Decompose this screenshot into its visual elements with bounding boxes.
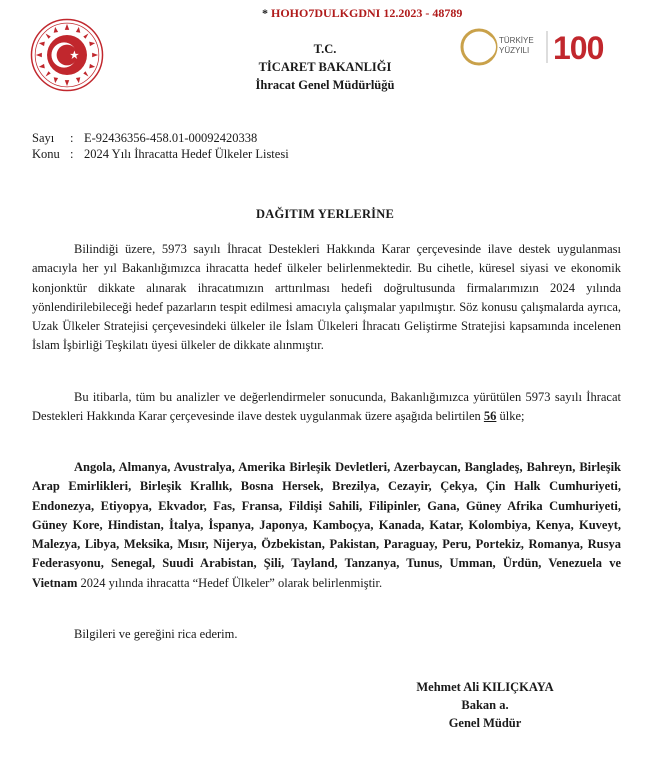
header-ministry: TİCARET BAKANLIĞI	[258, 60, 392, 74]
konu-separator: :	[70, 147, 74, 161]
paragraph-analysis-end: ülke;	[499, 409, 525, 424]
paragraph-analysis	[32, 388, 621, 427]
country-list-paragraph	[32, 458, 621, 593]
header-directorate: İhracat Genel Müdürlüğü	[255, 78, 395, 92]
document-stamp-bar	[262, 6, 462, 21]
logo-line2: YÜZYILI	[499, 46, 530, 55]
konu-row	[32, 146, 289, 162]
signatory-name: Mehmet Ali KILIÇKAYA	[416, 680, 554, 694]
closing-line: Bilgileri ve gereğini rica ederim.	[74, 627, 238, 641]
paragraph-analysis-text: Bu itibarla, tüm bu analizler ve değerlendirmeler sonucunda, Bakanlığımızca yürütülen 5973 sayılı İhracat Destekleri Hakkında Karar çerçevesinde ilave destek uygulanmak üzere aşağıda belirtilen	[32, 390, 621, 424]
sayi-label: Sayı	[32, 131, 55, 145]
signature-block	[395, 678, 575, 732]
header-line-tc: T.C.	[313, 42, 337, 56]
sayi-value: E-92436356-458.01-00092420338	[84, 131, 258, 145]
paragraph-intro: Bilindiği üzere, 5973 sayılı İhracat Destekleri Hakkında Karar çerçevesinde ilave destek uygulanması amacıyla her yıl Bakanlığımızca ihracatta hedef ülkeler belirlenmektedir. Bu cihetle, küresel siyasi ve ekonomik konjonktür dikkate alınarak ihracatımızın arttırılması hedefi doğrultusunda firmalarımızın 2024 yılında yönlendirilebileceği hedef pazarların tespit edilmesi amacıyla çalışmalar yapılmıştır. Söz konusu çalışmalarda ayrıca, Uzak Ülkeler Stratejisi çerçevesindeki ülkeler ile İslam Ülkeleri İhracatı Geliştirme Stratejisi kapsamında incelenen İslam İşbirliği Teşkilatı üyesi ülkeler de dikkate alınmıştır.	[32, 242, 621, 353]
stamp-text: HOHO7DULKGDNI	[271, 6, 381, 20]
signatory-role-2: Genel Müdür	[448, 716, 522, 730]
letter-header	[0, 40, 650, 94]
country-list: Angola, Almanya, Avustralya, Amerika Birleşik Devletleri, Azerbaycan, Bangladeş, Bahreyn, Birleşik Arap Emirlikleri, Birleşik Krallık, Bosna Hersek, Brezilya, Cezayir, Çekya, Çin Halk Cumhuriyeti, Endonezya, Etiyopya, Ekvador, Fas, Fransa, Fildişi Sahili, Filipinler, Gana, Güney Afrika Cumhuriyeti, Güney Kore, Hindistan, İtalya, İspanya, Japonya, Kamboçya, Kanada, Katar, Kolombiya, Kenya, Kuveyt, Malezya, Libya, Meksika, Mısır, Nijerya, Özbekistan, Pakistan, Paraguay, Peru, Portekiz, Romanya, Rusya Federasyonu, Senegal, Suudi Arabistan, Şili, Tayland, Tanzanya, Tunus, Umman, Ürdün, Venezuela ve Vietnam	[32, 460, 621, 590]
country-list-tail: 2024 yılında ihracatta “Hedef Ülkeler” olarak belirlenmiştir.	[80, 575, 383, 590]
logo-numeral: 100	[553, 30, 604, 66]
document-meta	[32, 130, 289, 162]
country-count: 56	[483, 409, 497, 424]
document-ref: 12.2023 - 48789	[383, 6, 463, 20]
sayi-row	[32, 130, 289, 146]
distribution-title: DAĞITIM YERLERİNE	[255, 207, 395, 221]
sayi-separator: :	[70, 131, 74, 145]
signatory-role-1: Bakan a.	[461, 698, 509, 712]
konu-label: Konu	[32, 147, 60, 161]
star-icon: *	[262, 6, 268, 20]
logo-line1: TÜRKİYE	[499, 36, 534, 45]
konu-value: 2024 Yılı İhracatta Hedef Ülkeler Listesi	[84, 147, 289, 161]
